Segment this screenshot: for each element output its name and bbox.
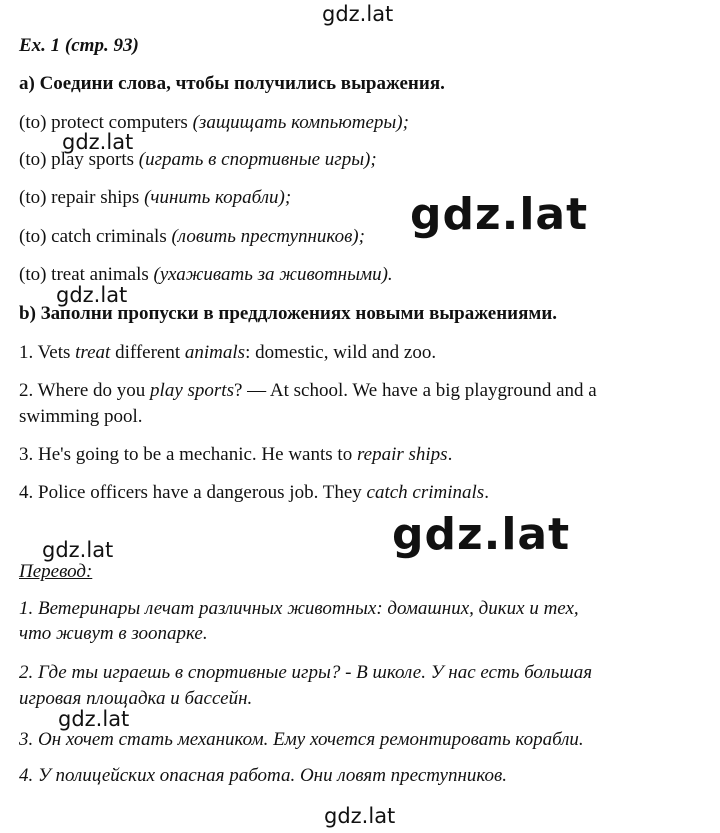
sentence-text: different — [110, 342, 185, 363]
item-english: (to) repair ships — [19, 187, 140, 208]
translation-line: 1. Ветеринары лечат различных животных: домашних, диких и тех, — [19, 598, 579, 619]
list-item — [19, 264, 393, 286]
item-russian: (играть в спортивные игры); — [138, 149, 377, 170]
sentence-2-continued: swimming pool. — [19, 406, 143, 427]
watermark: gdz.lat — [62, 130, 134, 154]
watermark-large: gdz.lat — [410, 189, 589, 240]
section-a-heading: a) Соедини слова, чтобы получились выражения. — [19, 73, 445, 94]
list-item — [19, 226, 365, 248]
sentence-2 — [19, 380, 597, 402]
watermark: gdz.lat — [58, 707, 130, 731]
list-item — [19, 149, 377, 171]
item-russian: (ловить преступников); — [171, 226, 365, 247]
answer-text: play sports — [150, 380, 234, 401]
watermark-large: gdz.lat — [392, 509, 571, 560]
sentence-text: 3. He's going to be a mechanic. He wants to — [19, 444, 357, 465]
item-russian: (чинить корабли); — [144, 187, 292, 208]
sentence-text: . — [484, 482, 489, 503]
watermark: gdz.lat — [42, 538, 114, 562]
item-english: (to) play sports — [19, 149, 135, 170]
item-english: (to) protect computers — [19, 112, 188, 133]
item-english: (to) catch criminals — [19, 226, 167, 247]
answer-text: repair ships — [356, 444, 448, 465]
translation-line: 2. Где ты играешь в спортивные игры? - В школе. У нас есть большая — [19, 662, 593, 683]
translation-line: игровая площадка и бассейн. — [19, 688, 253, 709]
section-b-heading: b) Заполни пропуски в преддложениях новыми выражениями. — [19, 303, 558, 324]
sentence-1 — [19, 342, 436, 364]
sentence-text: ? — At school. We have a big playground and a — [233, 380, 597, 401]
translation-heading: Перевод: — [19, 561, 93, 582]
item-russian: (ухаживать за животными). — [153, 264, 393, 285]
translation-line: 4. У полицейских опасная работа. Они ловят преступников. — [19, 765, 508, 786]
sentence-text: . — [447, 444, 453, 465]
sentence-text: 2. Where do you — [19, 380, 151, 401]
item-english: (to) treat animals — [19, 264, 149, 285]
sentence-text: : domestic, wild and zoo. — [245, 342, 437, 363]
watermark: gdz.lat — [56, 283, 128, 307]
answer-text: animals — [184, 342, 246, 363]
answer-text: treat — [75, 342, 111, 363]
watermark-top: gdz.lat — [322, 2, 394, 26]
translation-line: что живут в зоопарке. — [19, 623, 208, 644]
sentence-4 — [19, 482, 489, 504]
answer-text: catch criminals — [366, 482, 485, 503]
list-item — [19, 112, 409, 134]
exercise-title: Ex. 1 (стр. 93) — [19, 35, 139, 56]
list-item — [19, 187, 291, 209]
sentence-3 — [19, 444, 452, 466]
sentence-text: 4. Police officers have a dangerous job. They — [19, 482, 367, 503]
translation-line: 3. Он хочет стать механиком. Ему хочется ремонтировать корабли. — [19, 729, 584, 750]
watermark-bottom: gdz.lat — [324, 804, 396, 828]
sentence-text: 1. Vets — [19, 342, 76, 363]
item-russian: (защищать компьютеры); — [192, 112, 409, 133]
